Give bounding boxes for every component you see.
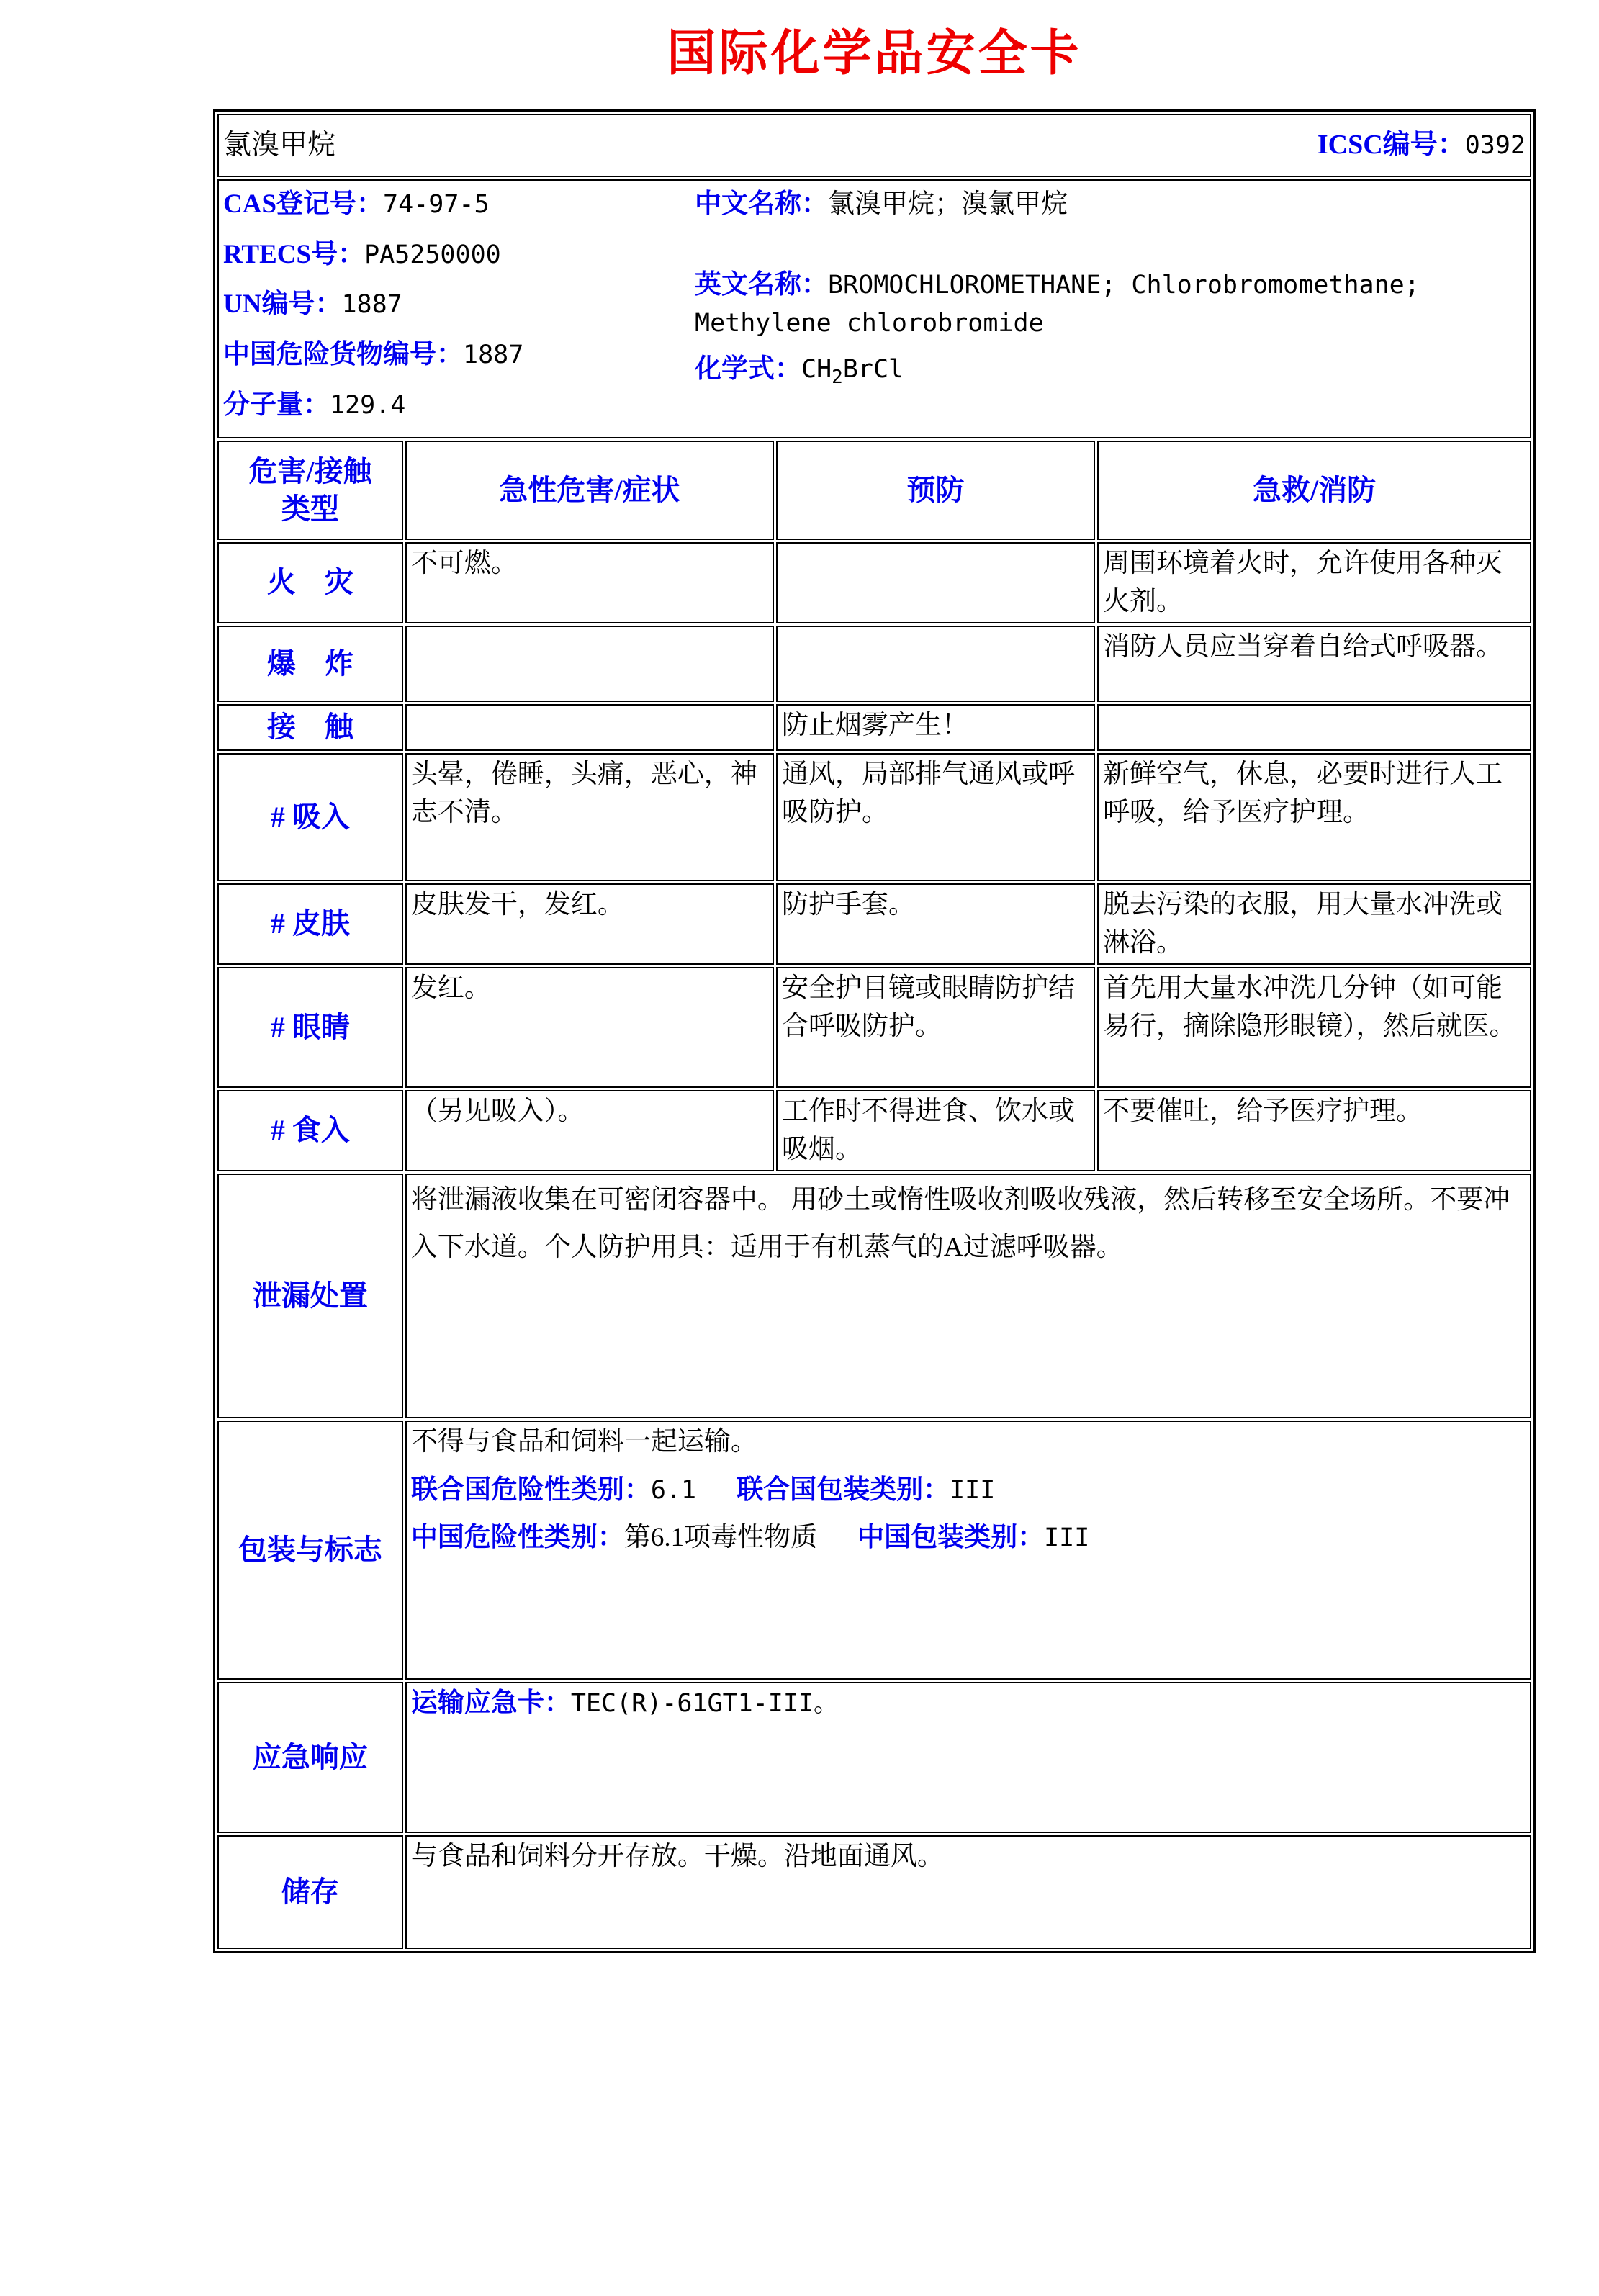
packaging-row	[217, 1421, 1531, 1680]
cn-hazard-class-label: 中国危险性类别：	[410, 1523, 624, 1553]
identifiers-left-column	[223, 185, 695, 436]
storage-label: 储存	[217, 1835, 403, 1949]
contact-row-label: 接 触	[217, 704, 403, 751]
contact-symptoms-cell	[405, 704, 774, 751]
chemical-formula-label: 化学式：	[695, 354, 801, 384]
chemical-formula-field	[695, 350, 1472, 392]
ingestion-row-label: # 食入	[217, 1090, 403, 1171]
page-title: 国际化学品安全卡	[667, 26, 1082, 81]
rtecs-number-field	[223, 235, 695, 274]
un-number-label: UN编号：	[223, 289, 342, 320]
cn-dangerous-goods-number-field	[223, 336, 695, 374]
icsc-number-value: 0392	[1464, 131, 1526, 161]
packaging-label: 包装与标志	[217, 1421, 403, 1680]
molecular-weight-label: 分子量：	[223, 390, 330, 420]
chemical-formula-value: $CH_2BrCl$	[801, 354, 904, 388]
explosion-row-label: 爆 炸	[217, 626, 403, 702]
emergency-response-content	[405, 1682, 1531, 1833]
un-number-field	[223, 285, 695, 324]
explosion-row	[217, 626, 1531, 702]
explosion-symptoms-cell	[405, 626, 774, 702]
un-packing-group-label: 联合国包装类别：	[737, 1475, 950, 1505]
cn-classification-line	[411, 1519, 1526, 1557]
spill-disposal-label: 泄漏处置	[217, 1174, 403, 1418]
un-number-value: 1887	[341, 290, 402, 320]
identifiers-right-column	[695, 185, 1472, 436]
fire-firstaid-cell: 周围环境着火时，允许使用各种灭火剂。	[1097, 542, 1531, 623]
cn-dangerous-goods-number-value: 1887	[463, 340, 524, 369]
un-hazard-class-value: 6.1	[650, 1475, 697, 1505]
chinese-name-field	[695, 185, 1472, 224]
icsc-number-label: ICSC编号：	[1317, 130, 1465, 161]
ingestion-row	[217, 1090, 1531, 1171]
explosion-firstaid-cell: 消防人员应当穿着自给式呼吸器。	[1097, 626, 1531, 702]
skin-prevention-cell: 防护手套。	[776, 883, 1095, 965]
packaging-transport-note: 不得与食品和饲料一起运输。	[410, 1427, 757, 1457]
inhalation-row	[217, 753, 1531, 881]
icsc-number-group	[1318, 126, 1526, 165]
eyes-row	[217, 967, 1531, 1088]
inhalation-firstaid-cell: 新鲜空气，休息，必要时进行人工呼吸，给予医疗护理。	[1097, 753, 1531, 881]
ingestion-prevention-cell: 工作时不得进食、饮水或吸烟。	[776, 1090, 1095, 1171]
cn-dangerous-goods-number-label: 中国危险货物编号：	[223, 339, 463, 369]
cn-packing-group-value: III	[1044, 1523, 1090, 1553]
emergency-response-label: 应急响应	[217, 1682, 403, 1833]
skin-row-label: # 皮肤	[217, 883, 403, 965]
molecular-weight-value: 129.4	[330, 390, 406, 420]
name-row-cell	[217, 114, 1531, 177]
skin-symptoms-cell: 皮肤发干，发红。	[405, 883, 774, 965]
contact-prevention-cell: 防止烟雾产生！	[776, 704, 1095, 751]
un-packing-group-value: III	[950, 1475, 996, 1505]
inhalation-row-label: # 吸入	[217, 753, 403, 881]
header-prevention: 预防	[776, 441, 1095, 540]
spill-disposal-row	[217, 1174, 1531, 1418]
un-classification-line	[411, 1472, 1526, 1510]
cn-hazard-class-value: 第6.1项毒性物质	[623, 1523, 818, 1553]
inhalation-symptoms-cell: 头晕，倦睡，头痛，恶心，神志不清。	[405, 753, 774, 881]
packaging-content	[405, 1421, 1531, 1680]
english-name-field	[695, 266, 1472, 343]
rtecs-number-label: RTECS号：	[223, 239, 365, 269]
fire-row-label: 火 灾	[217, 542, 403, 623]
identifiers-cell	[217, 179, 1531, 438]
rtecs-number-value: PA5250000	[364, 240, 501, 269]
chinese-name-label: 中文名称：	[695, 189, 828, 219]
header-acute-symptoms: 急性危害/症状	[405, 441, 774, 540]
fire-symptoms-cell: 不可燃。	[405, 542, 774, 623]
skin-row	[217, 883, 1531, 965]
skin-firstaid-cell: 脱去污染的衣服，用大量水冲洗或淋浴。	[1097, 883, 1531, 965]
eyes-symptoms-cell: 发红。	[405, 967, 774, 1088]
cas-number-value: 74-97-5	[383, 190, 490, 219]
cas-number-label: CAS登记号：	[223, 189, 384, 219]
explosion-prevention-cell	[776, 626, 1095, 702]
identifiers-row	[217, 179, 1531, 438]
contact-row	[217, 704, 1531, 751]
un-hazard-class-label: 联合国危险性类别：	[410, 1475, 651, 1505]
storage-content: 与食品和饲料分开存放。干燥。沿地面通风。	[405, 1835, 1531, 1949]
table-header-row	[217, 441, 1531, 540]
eyes-prevention-cell: 安全护目镜或眼睛防护结合呼吸防护。	[776, 967, 1095, 1088]
eyes-row-label: # 眼睛	[217, 967, 403, 1088]
fire-prevention-cell	[776, 542, 1095, 623]
inhalation-prevention-cell: 通风，局部排气通风或呼吸防护。	[776, 753, 1095, 881]
molecular-weight-field	[223, 386, 695, 425]
chemical-name: 氯溴甲烷	[223, 130, 336, 161]
transport-emergency-card-label: 运输应急卡：	[410, 1688, 571, 1719]
emergency-response-row	[217, 1682, 1531, 1833]
eyes-firstaid-cell: 首先用大量水冲洗几分钟（如可能易行，摘除隐形眼镜），然后就医。	[1097, 967, 1531, 1088]
storage-row	[217, 1835, 1531, 1949]
transport-emergency-card-value: TEC(R)-61GT1-III。	[570, 1689, 839, 1719]
english-name-value: BROMOCHLOROMETHANE; Chlorobromomethane; Methylene chlorobromide	[695, 270, 1420, 338]
fire-row	[217, 542, 1531, 623]
cn-packing-group-label: 中国包装类别：	[857, 1523, 1045, 1553]
header-hazard-type: 危害/接触 类型	[217, 441, 403, 540]
english-name-label: 英文名称：	[695, 269, 828, 300]
header-firstaid-firefighting: 急救/消防	[1097, 441, 1531, 540]
cas-number-field	[223, 185, 695, 224]
ingestion-symptoms-cell: （另见吸入）。	[405, 1090, 774, 1171]
name-row	[217, 114, 1531, 177]
chinese-name-value: 氯溴甲烷；溴氯甲烷	[828, 189, 1068, 219]
spill-disposal-content: 将泄漏液收集在可密闭容器中。 用砂土或惰性吸收剂吸收残液，然后转移至安全场所。不要冲入下水道。个人防护用具：适用于有机蒸气的A过滤呼吸器。	[405, 1174, 1531, 1418]
ingestion-firstaid-cell: 不要催吐，给予医疗护理。	[1097, 1090, 1531, 1171]
contact-firstaid-cell	[1097, 704, 1531, 751]
icsc-table	[213, 109, 1536, 1953]
